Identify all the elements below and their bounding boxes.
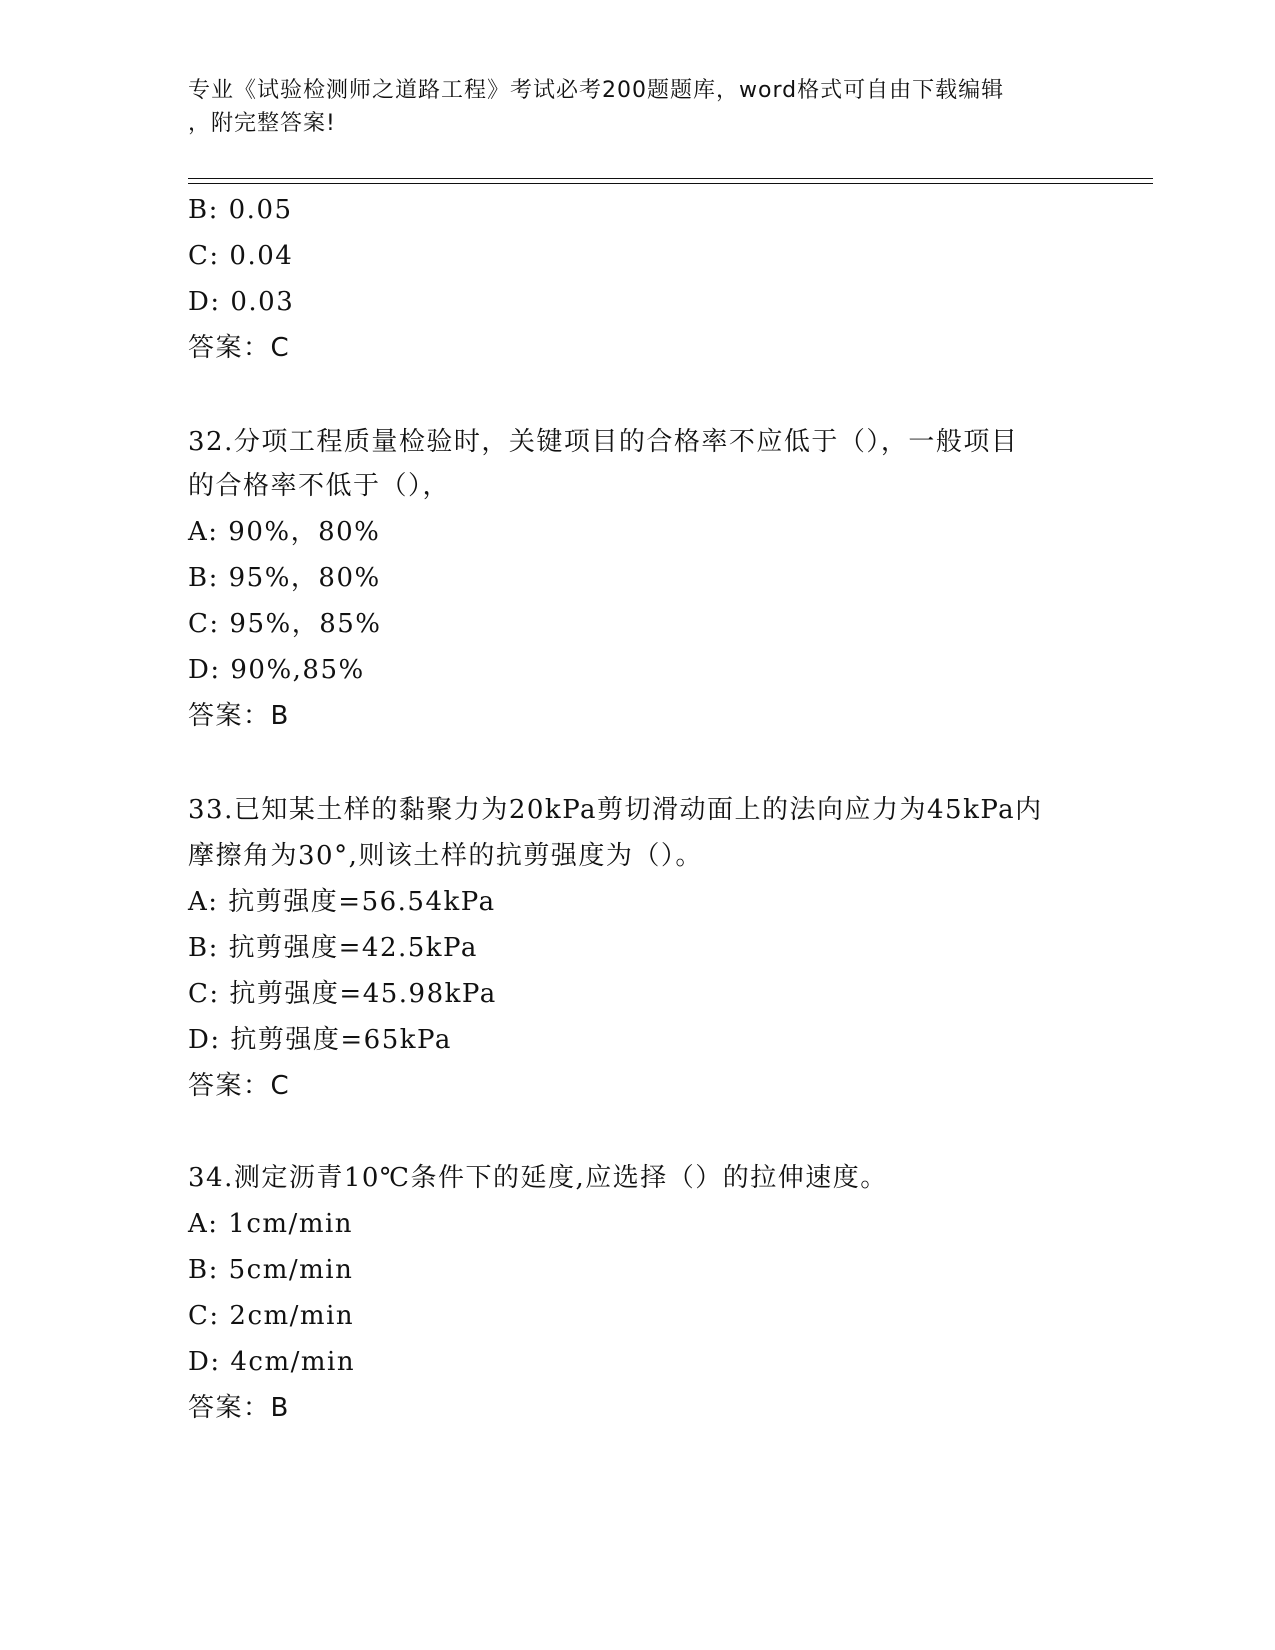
question-stem: 33.已知某土样的黏聚力为20kPa剪切滑动面上的法向应力为45kPa内 <box>188 795 1043 825</box>
option-a: A: 90%，80% <box>188 517 381 547</box>
option-a: A: 抗剪强度=56.54kPa <box>188 887 496 917</box>
option-b: B: 抗剪强度=42.5kPa <box>188 933 478 963</box>
question-stem: 32.分项工程质量检验时，关键项目的合格率不应低于（），一般项目 <box>188 427 1019 457</box>
option-c: C: 2cm/min <box>188 1301 355 1331</box>
option-c: C: 抗剪强度=45.98kPa <box>188 979 497 1009</box>
document-header: 专业《试验检测师之道路工程》考试必考200题题库，word格式可自由下载编辑 ，附完整答案! <box>188 78 1005 136</box>
option-b: B: 0.05 <box>188 195 293 225</box>
header-divider <box>188 178 1153 184</box>
answer: 答案：C <box>188 1071 291 1101</box>
option-c: C: 0.04 <box>188 241 294 271</box>
answer: 答案：C <box>188 333 291 363</box>
option-a: A: 1cm/min <box>188 1209 354 1239</box>
question-stem: 摩擦角为30°,则该土样的抗剪强度为（）。 <box>188 841 703 871</box>
option-b: B: 95%，80% <box>188 563 381 593</box>
answer: 答案：B <box>188 701 290 731</box>
question-stem: 的合格率不低于（）， <box>188 471 451 501</box>
option-c: C: 95%，85% <box>188 609 382 639</box>
option-d: D: 90%,85% <box>188 655 365 685</box>
option-d: D: 抗剪强度=65kPa <box>188 1025 452 1055</box>
answer: 答案：B <box>188 1393 290 1423</box>
question-stem: 34.测定沥青10℃条件下的延度,应选择（）的拉伸速度。 <box>188 1163 888 1193</box>
option-d: D: 0.03 <box>188 287 295 317</box>
option-b: B: 5cm/min <box>188 1255 354 1285</box>
option-d: D: 4cm/min <box>188 1347 356 1377</box>
